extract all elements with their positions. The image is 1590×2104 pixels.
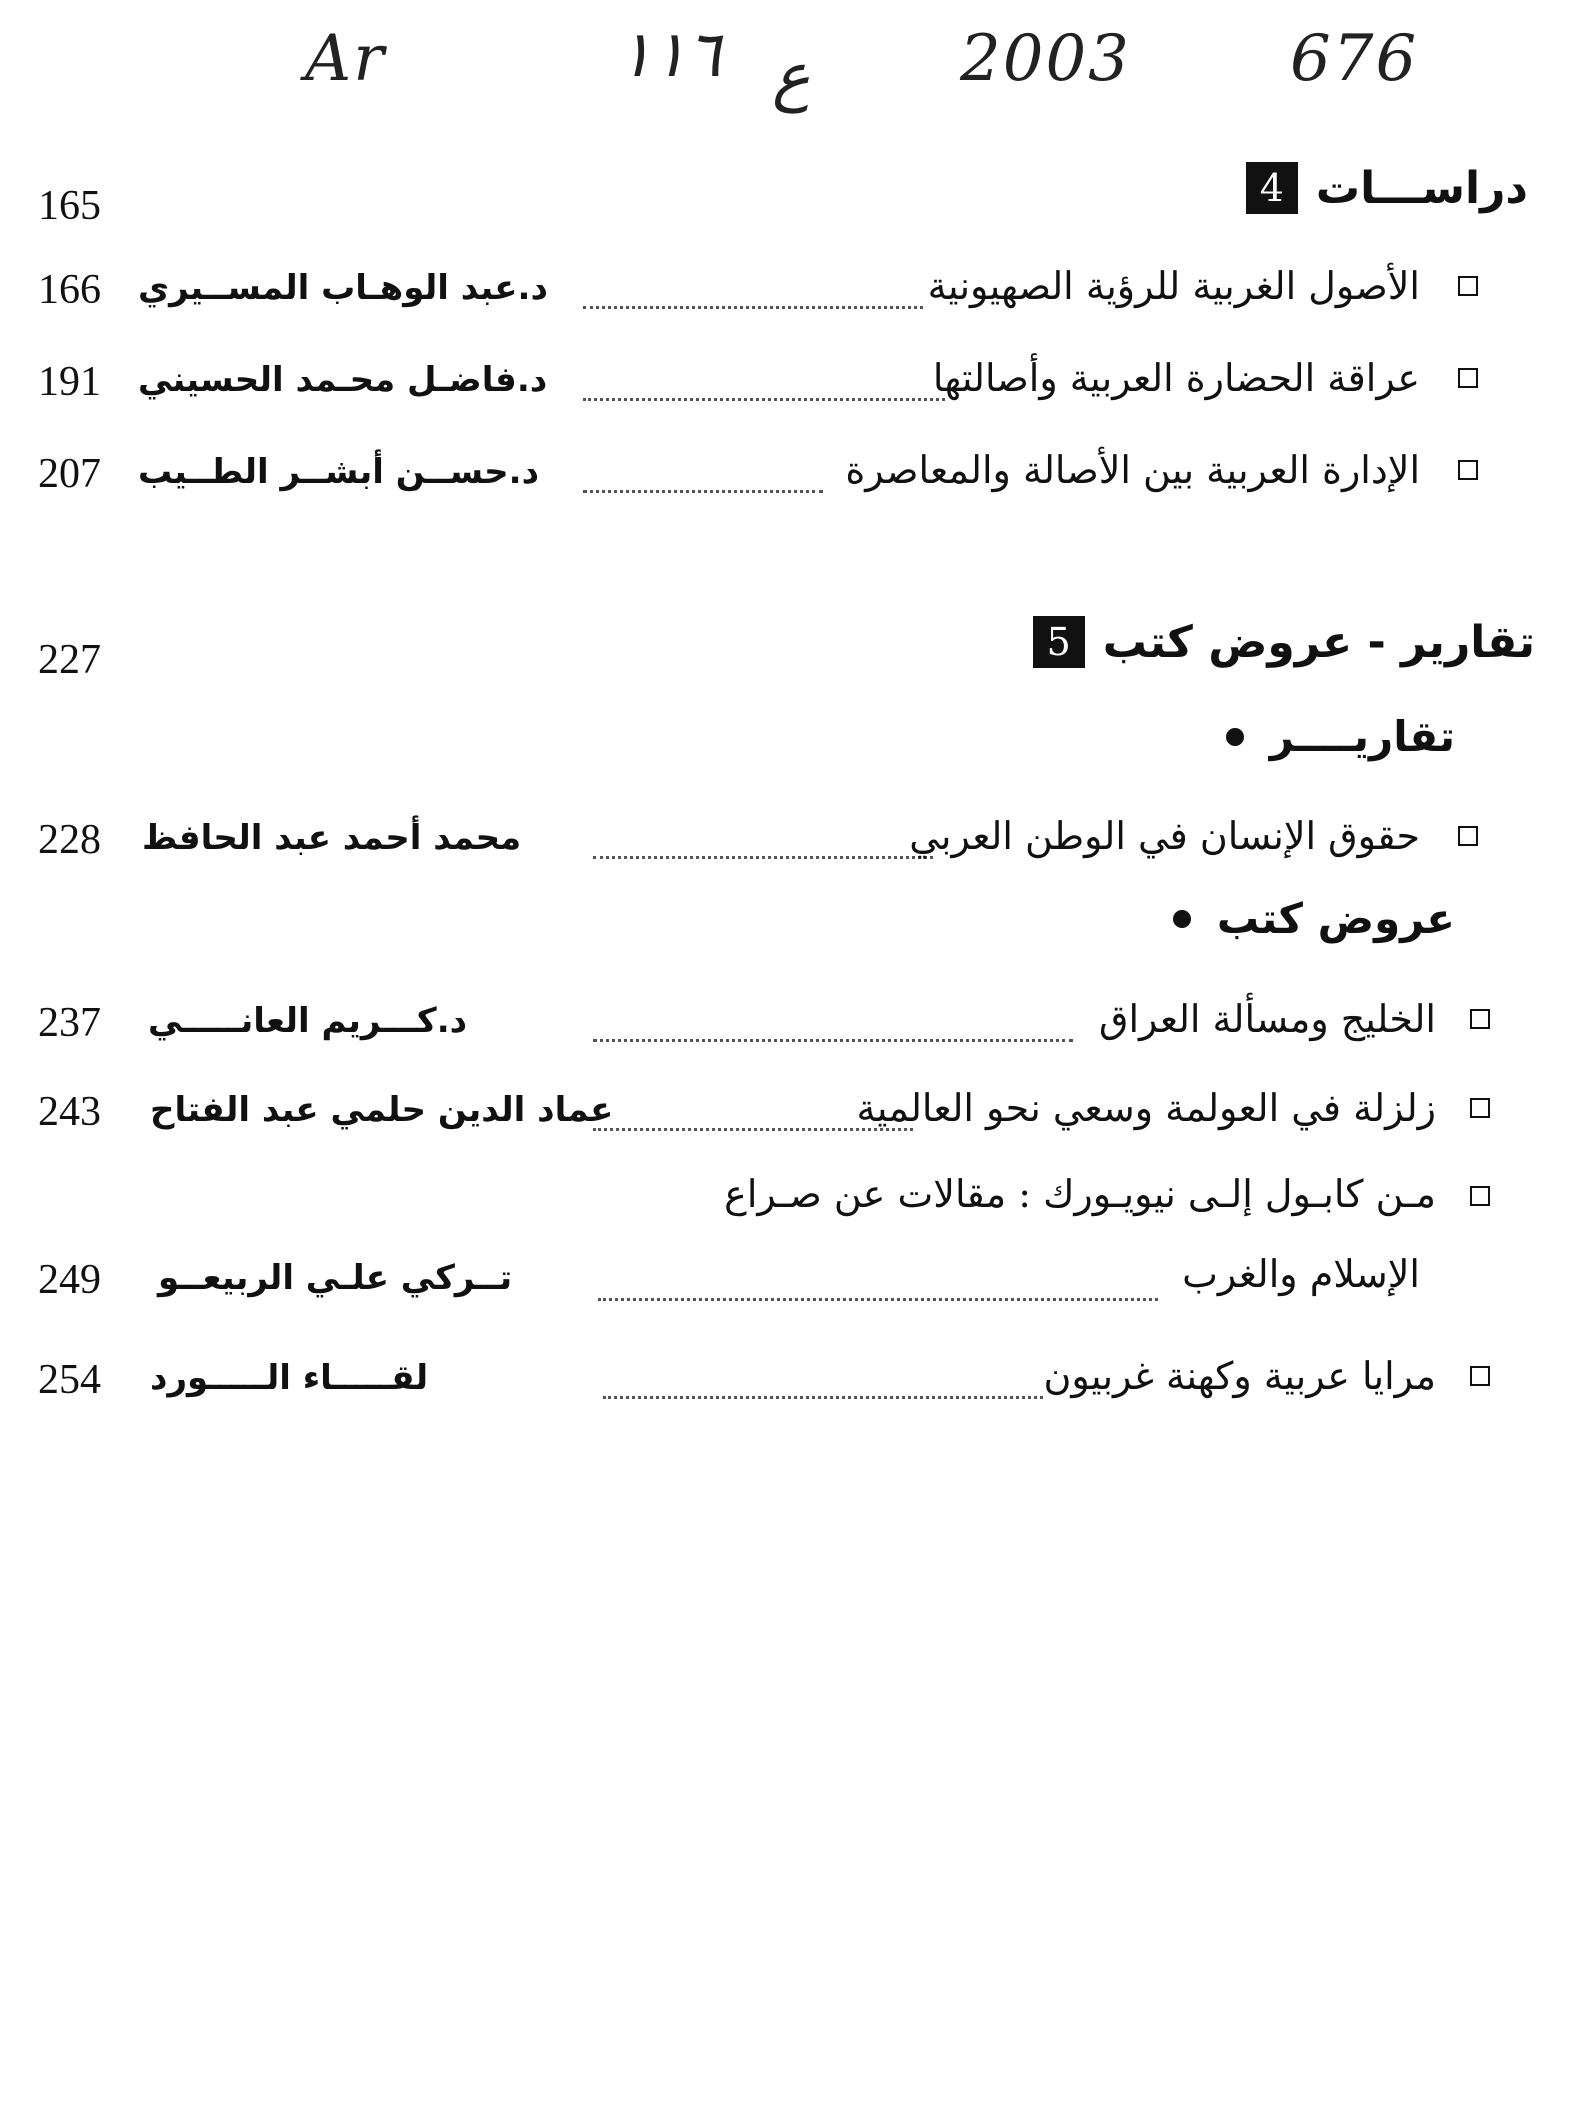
entry-author: عماد الدين حلمي عبد الفتاح xyxy=(150,1090,614,1130)
section-number-box: 5 xyxy=(1033,616,1085,668)
subsection-title: عروض كتب xyxy=(1216,894,1455,943)
handwritten-year: 2003 xyxy=(960,22,1131,96)
entry-author: تــركي علـي الربيعــو xyxy=(158,1258,513,1298)
section-4-header xyxy=(1246,162,1528,214)
checkbox-icon xyxy=(1458,826,1478,846)
section-number-box: 4 xyxy=(1246,162,1298,214)
dot-leader xyxy=(593,856,933,859)
toc-entry[interactable] xyxy=(38,995,1478,1055)
entry-page-number: 228 xyxy=(38,817,101,863)
toc-entry[interactable] xyxy=(38,1172,1478,1322)
dot-leader xyxy=(598,1298,1158,1301)
entry-page-number: 191 xyxy=(38,359,101,405)
entry-title: الإدارة العربية بين الأصالة والمعاصرة xyxy=(845,448,1420,492)
dot-leader xyxy=(583,306,923,309)
handwritten-letter: ع xyxy=(772,40,811,114)
dot-leader xyxy=(593,1039,1073,1042)
bullet-icon xyxy=(1226,728,1244,746)
checkbox-icon xyxy=(1458,368,1478,388)
entry-author: لقـــــاء الـــــورد xyxy=(150,1358,429,1398)
entry-page-number: 207 xyxy=(38,451,101,497)
entry-page-number: 166 xyxy=(38,267,101,313)
toc-entry[interactable] xyxy=(38,354,1478,414)
subsection-reports-header xyxy=(1226,712,1455,761)
checkbox-icon xyxy=(1470,1098,1490,1118)
section-page-number: 165 xyxy=(38,183,101,229)
checkbox-icon xyxy=(1458,460,1478,480)
subsection-reviews-header xyxy=(1173,894,1455,943)
entry-title-continued: الإسلام والغرب xyxy=(1182,1252,1420,1296)
toc-entry[interactable] xyxy=(38,446,1478,506)
section-title: تقارير - عروض كتب xyxy=(1102,616,1535,668)
entry-title: حقوق الإنسان في الوطن العربي xyxy=(909,814,1420,858)
entry-page-number: 254 xyxy=(38,1357,101,1403)
entry-title: زلزلة في العولمة وسعي نحو العالمية xyxy=(856,1086,1436,1130)
entry-page-number: 243 xyxy=(38,1089,101,1135)
entry-author: محمد أحمد عبد الحافظ xyxy=(142,818,522,858)
entry-author: د.كـــريم العانـــــي xyxy=(148,1001,468,1041)
checkbox-icon xyxy=(1458,276,1478,296)
subsection-title: تقاريــــر xyxy=(1269,712,1455,761)
dot-leader xyxy=(583,490,823,493)
entry-title: مـن كابـول إلـى نيويـورك : مقالات عن صـراع xyxy=(724,1172,1436,1216)
handwritten-issue: ١١٦ xyxy=(618,18,722,92)
entry-title: مرايا عربية وكهنة غربيون xyxy=(1043,1354,1436,1398)
handwritten-code: Ar xyxy=(305,22,386,96)
checkbox-icon xyxy=(1470,1366,1490,1386)
entry-author: د.حســن أبشــر الطــيب xyxy=(138,452,540,492)
toc-entry[interactable] xyxy=(38,812,1478,872)
section-5-header xyxy=(1033,616,1535,668)
entry-page-number: 237 xyxy=(38,1000,101,1046)
dot-leader xyxy=(583,398,945,401)
entry-author: د.عبد الوهـاب المســيري xyxy=(138,268,548,308)
section-page-number: 227 xyxy=(38,637,101,683)
toc-entry[interactable] xyxy=(38,1352,1478,1412)
dot-leader xyxy=(603,1396,1043,1399)
handwritten-number: 676 xyxy=(1290,22,1419,96)
checkbox-icon xyxy=(1470,1009,1490,1029)
toc-entry[interactable] xyxy=(38,262,1478,322)
entry-title: عراقة الحضارة العربية وأصالتها xyxy=(932,356,1420,400)
entry-page-number: 249 xyxy=(38,1257,101,1303)
bullet-icon xyxy=(1173,910,1191,928)
toc-entry[interactable] xyxy=(38,1084,1478,1144)
checkbox-icon xyxy=(1470,1186,1490,1206)
entry-title: الأصول الغربية للرؤية الصهيونية xyxy=(927,264,1420,308)
section-title: دراســـات xyxy=(1315,162,1528,214)
entry-title: الخليج ومسألة العراق xyxy=(1098,997,1436,1041)
entry-author: د.فاضـل محـمد الحسيني xyxy=(138,360,548,400)
